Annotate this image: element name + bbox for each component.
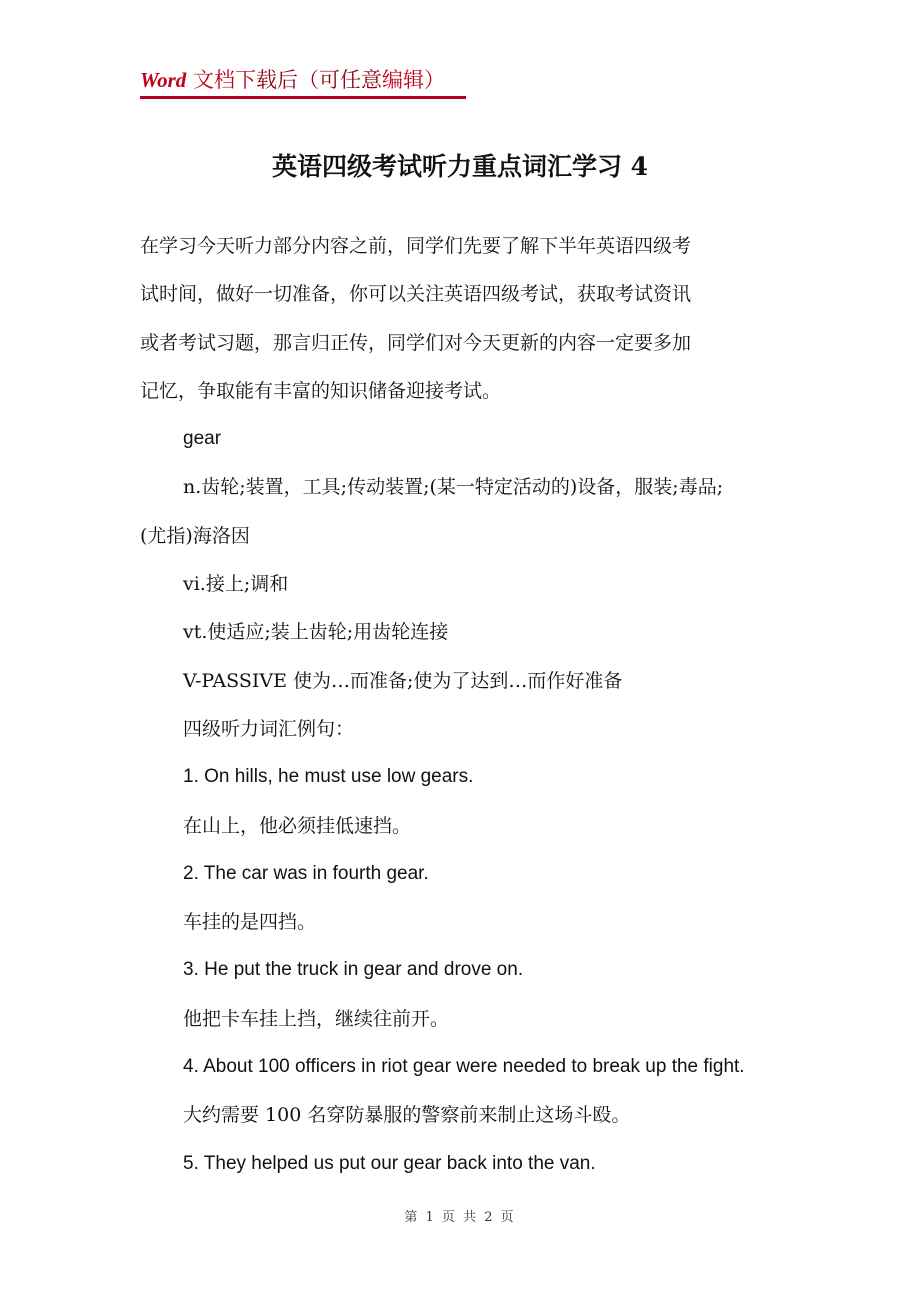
- example-en: 5. They helped us put our gear back into the van.: [183, 1152, 596, 1174]
- intro-line: 试时间，做好一切准备，你可以关注英语四级考试，获取考试资讯: [140, 283, 692, 306]
- vt-definition: vt.使适应;装上齿轮;用齿轮连接: [183, 621, 449, 644]
- page-title: 英语四级考试听力重点词汇学习 4: [271, 152, 649, 181]
- example-zh: 车挂的是四挡。: [183, 911, 317, 934]
- noun-definition-cont: (尤指)海洛因: [140, 524, 250, 547]
- example-en: 3. He put the truck in gear and drove on.: [183, 959, 524, 981]
- passive-definition: V-PASSIVE 使为…而准备;使为了达到…而作好准备: [183, 669, 623, 692]
- banner-text-1: 文档下: [186, 68, 256, 92]
- intro-line: 记忆，争取能有丰富的知识储备迎接考试。: [140, 379, 502, 402]
- intro-line: 或者考试习题，那言归正传，同学们对今天更新的内容一定要多加: [140, 331, 692, 354]
- examples-heading: 四级听力词汇例句：: [183, 717, 355, 740]
- noun-definition: n.齿轮;装置，工具;传动装置;(某一特定活动的)设备，服装;毒品;: [183, 476, 724, 499]
- example-zh: 他把卡车挂上挡，继续往前开。: [183, 1007, 450, 1030]
- example-zh: 在山上，他必须挂低速挡。: [183, 814, 412, 837]
- page-footer: 第 1 页 共 2 页: [404, 1210, 516, 1225]
- banner-text-2: 载后（可任意: [255, 68, 382, 92]
- example-en: 1. On hills, he must use low gears.: [183, 766, 474, 788]
- example-zh: 大约需要 100 名穿防暴服的警察前来制止这场斗殴。: [183, 1104, 631, 1127]
- intro-line: 在学习今天听力部分内容之前，同学们先要了解下半年英语四级考: [140, 235, 692, 257]
- vi-definition: vi.接上;调和: [183, 573, 289, 596]
- document-body: [140, 222, 790, 1188]
- banner-word: Word: [140, 68, 187, 92]
- banner-text-3: 编辑）: [381, 68, 445, 92]
- example-en: 2. The car was in fourth gear.: [183, 862, 429, 884]
- vocab-word: gear: [183, 428, 222, 450]
- example-en: 4. About 100 officers in riot gear were needed to break up the fight.: [183, 1056, 745, 1078]
- download-banner[interactable]: [140, 66, 466, 99]
